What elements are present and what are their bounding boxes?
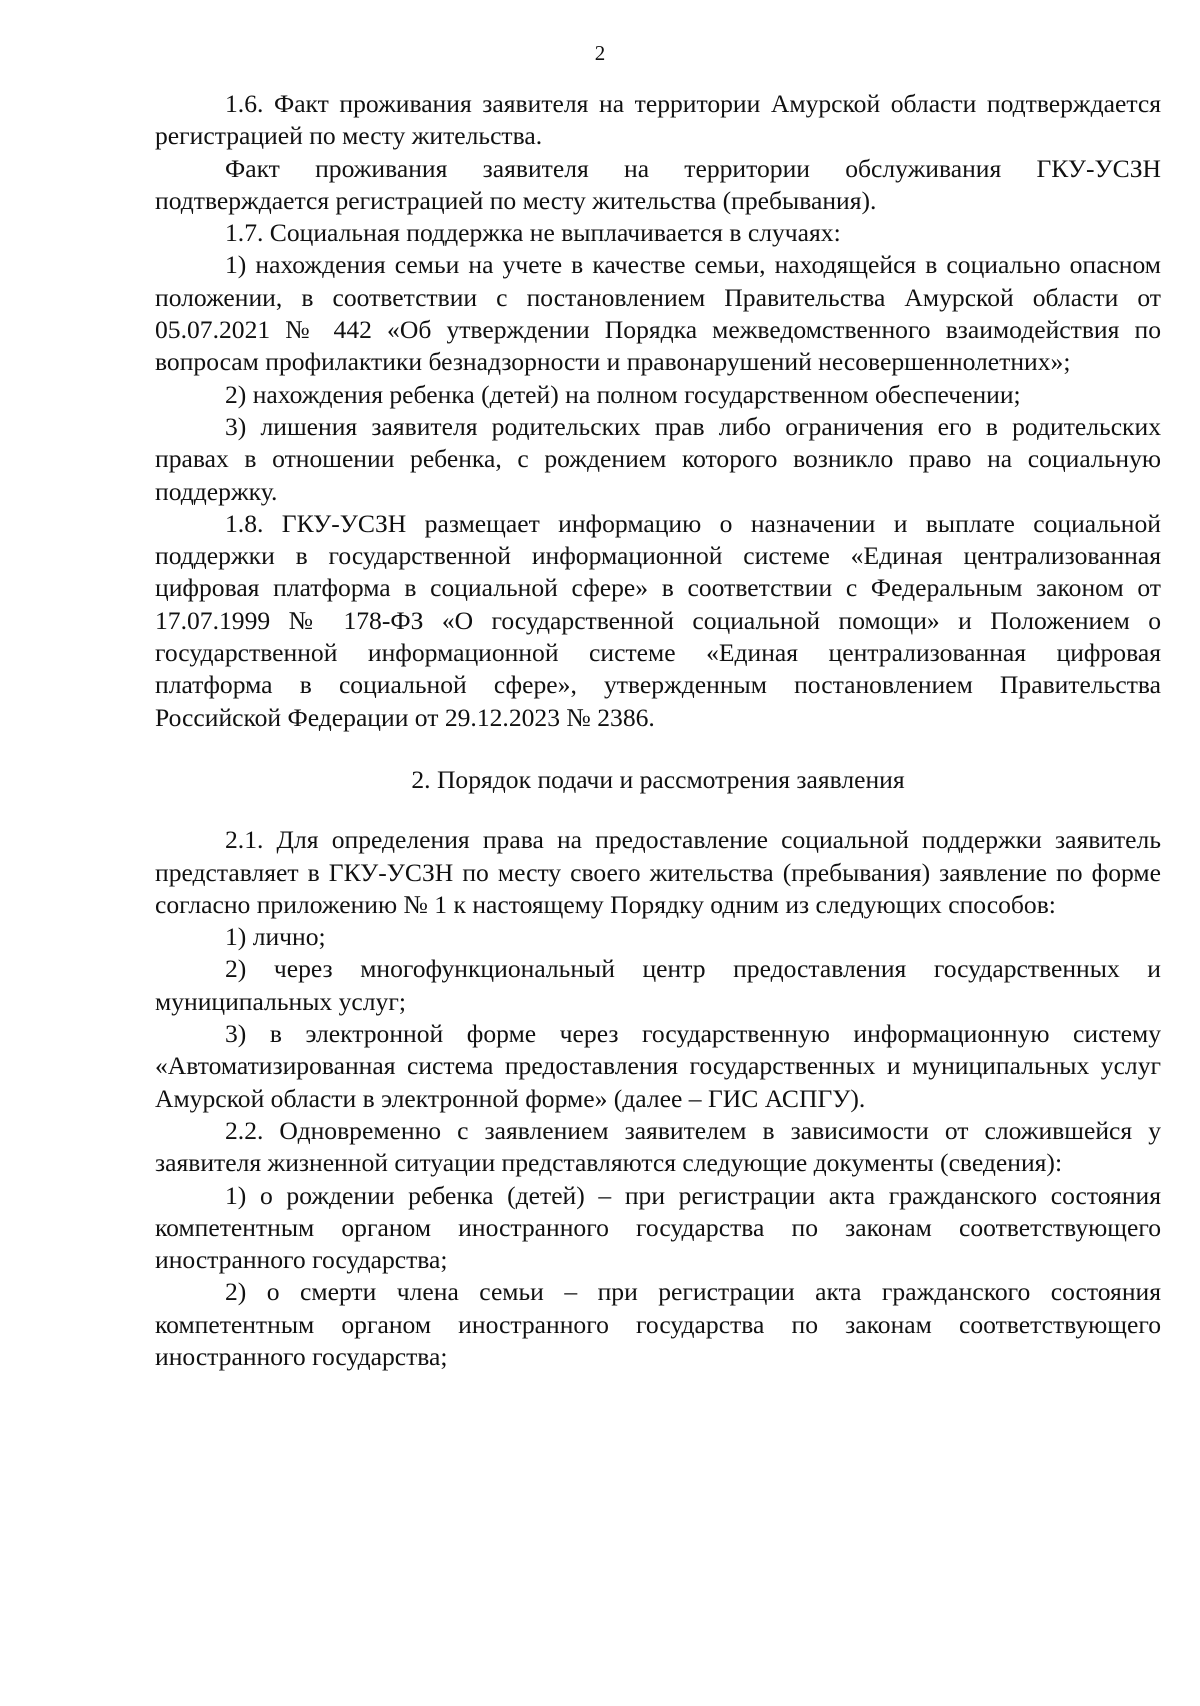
list-item-2-2-2: 2) о смерти члена семьи – при регистрации акта гражданского состояния компетентным органом иностранного государства по законам соответствующего иностранного государства; <box>155 1277 1161 1371</box>
list-item-2-2-1: 1) о рождении ребенка (детей) – при регистрации акта гражданского состояния компетентным органом иностранного государства по законам соответствующего иностранного государства; <box>155 1180 1161 1275</box>
paragraph-residence-territory: Факт проживания заявителя на территории обслуживания ГКУ-УСЗН подтверждается регистрацией по месту жительства (пребывания). <box>155 153 1161 215</box>
section-heading: 2. Порядок подачи и рассмотрения заявления <box>411 764 905 794</box>
paragraph-1-6: 1.6. Факт проживания заявителя на территории Амурской области подтверждается регистрацией по месту жительства. <box>155 89 1161 151</box>
paragraph-2-1: 2.1. Для определения права на предоставление социальной поддержки заявитель представляет в ГКУ-УСЗН по месту своего жительства (пребывания) заявление по форме согласно приложению № 1 к настоящему Порядку одним из следующих способов: <box>155 825 1161 919</box>
page-number: 2 <box>594 41 606 65</box>
list-item-2-1-1: 1) лично; <box>225 922 326 952</box>
list-item-1-7-1: 1) нахождения семьи на учете в качестве семьи, находящейся в социально опасном положении, в соответствии с постановлением Правительства Амурской области от 05.07.2021 № 442 «Об утверждении Порядка межведомственного взаимодействия по вопросам профилактики безнадзорности и правонарушений несовершеннолетних»; <box>155 250 1161 377</box>
paragraph-2-2: 2.2. Одновременно с заявлением заявителем в зависимости от сложившейся у заявителя жизненной ситуации представляются следующие документы (сведения): <box>155 1115 1161 1178</box>
list-item-2-1-2: 2) через многофункциональный центр предоставления государственных и муниципальных услуг; <box>155 954 1161 1016</box>
list-item-1-7-3: 3) лишения заявителя родительских прав либо ограничения его в родительских правах в отношении ребенка, с рождением которого возникло право на социальную поддержку. <box>155 411 1161 506</box>
list-item-1-7-2: 2) нахождения ребенка (детей) на полном государственном обеспечении; <box>225 379 1021 409</box>
paragraph-1-8: 1.8. ГКУ-УСЗН размещает информацию о назначении и выплате социальной поддержки в государственной информационной системе «Единая централизованная цифровая платформа в социальной сфере» в соответствии с Федеральным законом от 17.07.1999 № 178-ФЗ «О государственной социальной помощи» и Положением о государственной информационной системе «Единая централизованная цифровая платформа в социальной сфере», утвержденным постановлением Правительства Российской Федерации от 29.12.2023 № 2386. <box>155 508 1161 732</box>
list-item-2-1-3: 3) в электронной форме через государственную информационную систему «Автоматизированная система предоставления государственных и муниципальных услуг Амурской области в электронной форме» (далее – ГИС АСПГУ). <box>155 1019 1161 1113</box>
paragraph-1-7: 1.7. Социальная поддержка не выплачивается в случаях: <box>225 218 841 248</box>
document-body <box>155 88 1161 1373</box>
